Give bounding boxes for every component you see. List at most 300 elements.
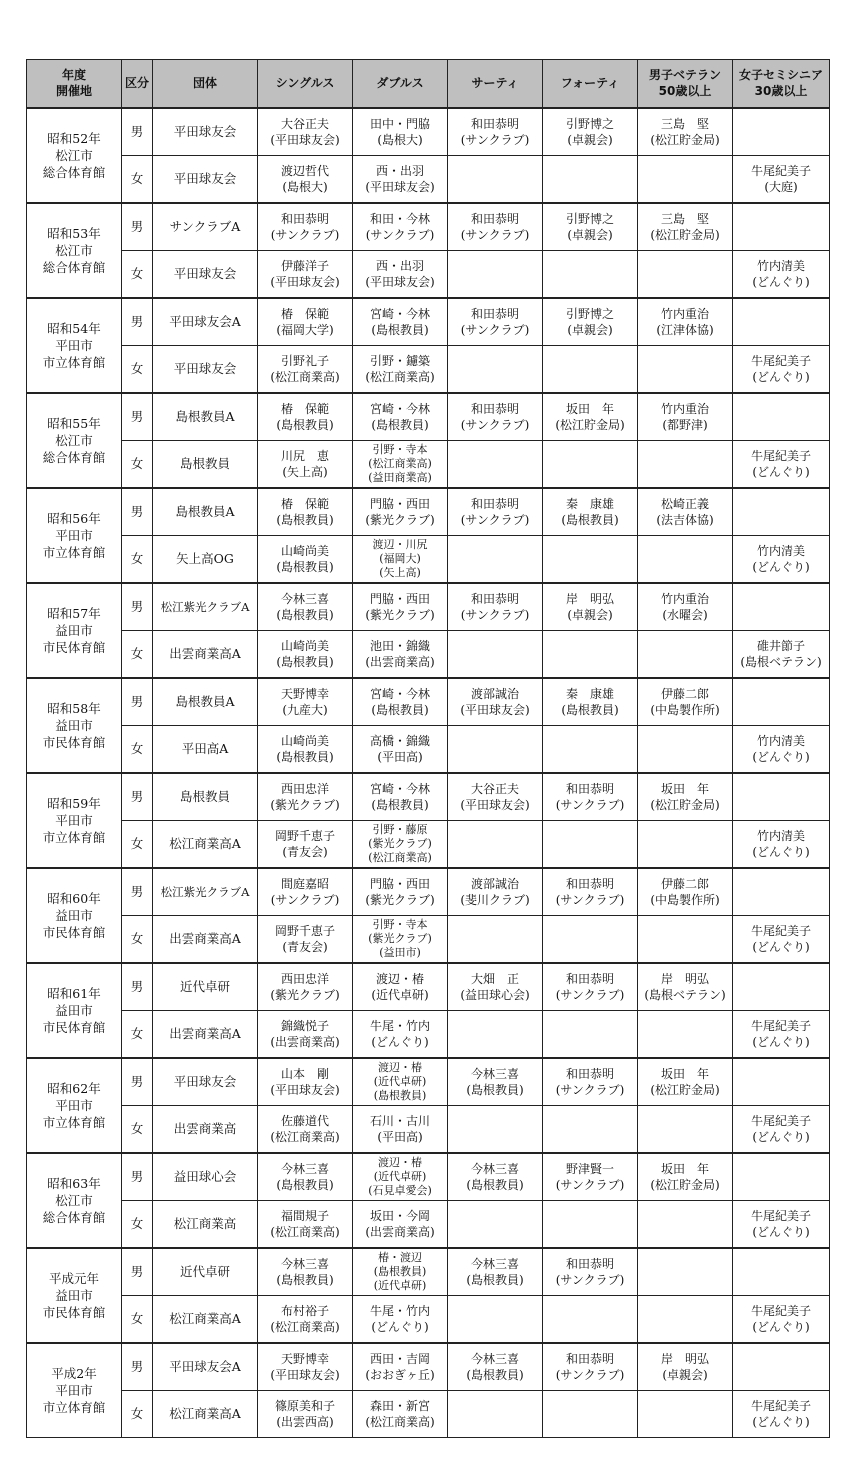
thirty-cell xyxy=(448,108,543,156)
cell-line: 牛尾・竹内 xyxy=(369,1303,430,1318)
cell-line: (出雲商業高) xyxy=(365,1224,435,1239)
cell-line: 平田市 xyxy=(55,1097,93,1113)
cell-line: (出雲商業高) xyxy=(270,1034,340,1049)
cell-line: (島根ベテラン) xyxy=(740,654,822,669)
cell-line: 昭和57年 xyxy=(47,605,101,621)
forty-cell xyxy=(543,535,638,583)
cell-line: (松江商業高) xyxy=(365,369,435,384)
year-venue-cell xyxy=(27,1248,122,1343)
cell-line: (紫光クラブ) xyxy=(368,931,432,945)
header-line: フォーティ xyxy=(560,76,620,91)
header-line: 年度 xyxy=(61,68,86,83)
men-veteran-cell xyxy=(638,1058,733,1106)
team-cell: 松江商業高A xyxy=(153,1295,258,1343)
singles-cell xyxy=(258,1248,353,1296)
cell-line: (サンクラブ) xyxy=(365,227,435,242)
table-row xyxy=(27,1390,830,1438)
cell-line: (島根教員) xyxy=(371,417,429,432)
thirty-cell xyxy=(448,1105,543,1153)
cell-line: 和田恭明 xyxy=(470,306,519,321)
team-cell: 松江商業高 xyxy=(153,1200,258,1248)
table-row xyxy=(27,1010,830,1058)
cell-line: (平田球友会) xyxy=(270,274,340,289)
cell-line: 福間規子 xyxy=(280,1208,329,1223)
year-venue-cell xyxy=(27,298,122,393)
men-veteran-cell xyxy=(638,488,733,536)
division-cell: 男 xyxy=(122,393,153,441)
division-cell: 男 xyxy=(122,1058,153,1106)
men-veteran-cell xyxy=(638,773,733,821)
men-veteran-cell xyxy=(638,393,733,441)
table-row xyxy=(27,155,830,203)
team-cell: 島根教員A xyxy=(153,393,258,441)
cell-line: 松江市 xyxy=(55,242,93,258)
cell-line: 西田忠洋 xyxy=(280,971,329,986)
cell-line: (紫光クラブ) xyxy=(270,987,340,1002)
thirty-cell xyxy=(448,963,543,1011)
cell-line: (どんぐり) xyxy=(752,464,810,479)
table-row xyxy=(27,583,830,631)
cell-line: 池田・錦織 xyxy=(369,638,430,653)
cell-line: (近代卓研) xyxy=(373,1278,427,1292)
cell-line: (どんぐり) xyxy=(752,1224,810,1239)
thirty-cell xyxy=(448,1343,543,1391)
cell-line: 高橋・錦織 xyxy=(369,733,430,748)
cell-line: (江津体協) xyxy=(656,322,714,337)
team-cell: 平田球友会 xyxy=(153,155,258,203)
cell-line: 総合体育館 xyxy=(42,164,106,180)
division-cell: 女 xyxy=(122,250,153,298)
cell-line: 和田恭明 xyxy=(565,1351,614,1366)
women-semisenior-cell xyxy=(733,630,830,678)
women-semisenior-cell xyxy=(733,1153,830,1201)
year-venue-cell xyxy=(27,488,122,583)
division-cell: 女 xyxy=(122,1295,153,1343)
cell-line: 総合体育館 xyxy=(42,1209,106,1225)
cell-line: 岸 明弘 xyxy=(660,971,709,986)
men-veteran-cell xyxy=(638,298,733,346)
cell-line: 市立体育館 xyxy=(42,544,106,560)
women-semisenior-cell xyxy=(733,915,830,963)
cell-line: 昭和55年 xyxy=(47,415,101,431)
team-cell: 出雲商業高A xyxy=(153,1010,258,1058)
division-cell: 女 xyxy=(122,155,153,203)
cell-line: (卓親会) xyxy=(567,227,613,242)
thirty-cell xyxy=(448,820,543,868)
cell-line: (サンクラブ) xyxy=(460,322,530,337)
cell-line: 益田市 xyxy=(55,717,93,733)
cell-line: 平田市 xyxy=(55,527,93,543)
cell-line: 篠原美和子 xyxy=(274,1398,335,1413)
doubles-cell xyxy=(353,108,448,156)
header-line: シングルス xyxy=(275,76,335,91)
cell-line: 竹内清美 xyxy=(756,733,805,748)
cell-line: (九産大) xyxy=(282,702,328,717)
men-veteran-cell xyxy=(638,820,733,868)
cell-line: 坂田 年 xyxy=(660,1066,709,1081)
cell-line: 布村裕子 xyxy=(280,1303,329,1318)
header-men-veteran xyxy=(638,60,733,108)
team-cell: 益田球心会 xyxy=(153,1153,258,1201)
cell-line: (サンクラブ) xyxy=(460,417,530,432)
cell-line: 引野博之 xyxy=(565,116,614,131)
cell-line: 渡辺・椿 xyxy=(375,971,424,986)
cell-line: 門脇・西田 xyxy=(369,496,430,511)
cell-line: (どんぐり) xyxy=(371,1034,429,1049)
cell-line: (法吉体協) xyxy=(656,512,714,527)
division-cell: 女 xyxy=(122,630,153,678)
cell-line: (サンクラブ) xyxy=(460,607,530,622)
cell-line: 益田市 xyxy=(55,1002,93,1018)
cell-line: (平田球友会) xyxy=(270,1367,340,1382)
men-veteran-cell xyxy=(638,1390,733,1438)
table-row xyxy=(27,915,830,963)
men-veteran-cell xyxy=(638,250,733,298)
singles-cell xyxy=(258,155,353,203)
division-cell: 女 xyxy=(122,915,153,963)
cell-line: 昭和62年 xyxy=(47,1080,101,1096)
singles-cell xyxy=(258,1153,353,1201)
cell-line: (島根教員) xyxy=(371,322,429,337)
cell-line: (どんぐり) xyxy=(752,1414,810,1429)
cell-line: 伊藤二郎 xyxy=(660,876,709,891)
cell-line: 竹内清美 xyxy=(756,258,805,273)
singles-cell xyxy=(258,108,353,156)
thirty-cell xyxy=(448,535,543,583)
thirty-cell xyxy=(448,868,543,916)
forty-cell xyxy=(543,393,638,441)
singles-cell xyxy=(258,1390,353,1438)
cell-line: (紫光クラブ) xyxy=(365,607,435,622)
cell-line: 西・出羽 xyxy=(375,163,424,178)
thirty-cell xyxy=(448,1010,543,1058)
cell-line: (水曜会) xyxy=(662,607,708,622)
year-venue-cell xyxy=(27,773,122,868)
table-row xyxy=(27,1295,830,1343)
women-semisenior-cell xyxy=(733,1248,830,1296)
cell-line: (卓親会) xyxy=(567,322,613,337)
cell-line: 和田恭明 xyxy=(565,876,614,891)
cell-line: 西田忠洋 xyxy=(280,781,329,796)
women-semisenior-cell xyxy=(733,345,830,393)
cell-line: (紫光クラブ) xyxy=(365,892,435,907)
cell-line: 岡野千恵子 xyxy=(274,828,335,843)
cell-line: 今林三喜 xyxy=(280,1161,329,1176)
team-cell: 平田球友会A xyxy=(153,1343,258,1391)
cell-line: (青友会) xyxy=(282,939,328,954)
cell-line: (島根教員) xyxy=(466,1177,524,1192)
cell-line: 宮崎・今林 xyxy=(369,306,430,321)
doubles-cell xyxy=(353,488,448,536)
cell-line: (紫光クラブ) xyxy=(368,836,432,850)
table-row xyxy=(27,963,830,1011)
singles-cell xyxy=(258,1105,353,1153)
singles-cell xyxy=(258,1010,353,1058)
cell-line: (サンクラブ) xyxy=(555,1367,625,1382)
team-cell: 出雲商業高 xyxy=(153,1105,258,1153)
cell-line: 山崎尚美 xyxy=(280,543,329,558)
table-row xyxy=(27,535,830,583)
cell-line: (島根教員) xyxy=(276,512,334,527)
division-cell: 男 xyxy=(122,678,153,726)
cell-line: 和田恭明 xyxy=(470,591,519,606)
cell-line: (島根教員) xyxy=(466,1272,524,1287)
forty-cell xyxy=(543,1058,638,1106)
team-cell: 島根教員A xyxy=(153,678,258,726)
doubles-cell xyxy=(353,868,448,916)
cell-line: 総合体育館 xyxy=(42,449,106,465)
thirty-cell xyxy=(448,1153,543,1201)
cell-line: (サンクラブ) xyxy=(270,227,340,242)
cell-line: 引野・藤原 xyxy=(372,822,428,836)
men-veteran-cell xyxy=(638,678,733,726)
team-cell: 平田球友会 xyxy=(153,250,258,298)
men-veteran-cell xyxy=(638,1153,733,1201)
cell-line: 今林三喜 xyxy=(470,1161,519,1176)
cell-line: 渡辺・椿 xyxy=(378,1155,422,1169)
cell-line: 牛尾紀美子 xyxy=(750,353,811,368)
singles-cell xyxy=(258,725,353,773)
cell-line: 碓井節子 xyxy=(756,638,805,653)
forty-cell xyxy=(543,1200,638,1248)
women-semisenior-cell xyxy=(733,963,830,1011)
singles-cell xyxy=(258,393,353,441)
cell-line: 竹内重治 xyxy=(660,591,709,606)
cell-line: (島根大) xyxy=(282,179,328,194)
doubles-cell xyxy=(353,1058,448,1106)
division-cell: 女 xyxy=(122,440,153,488)
cell-line: (松江貯金局) xyxy=(650,227,720,242)
cell-line: (島根ベテラン) xyxy=(644,987,726,1002)
cell-line: (卓親会) xyxy=(567,132,613,147)
cell-line: (近代卓研) xyxy=(371,987,429,1002)
men-veteran-cell xyxy=(638,630,733,678)
cell-line: 竹内清美 xyxy=(756,828,805,843)
men-veteran-cell xyxy=(638,915,733,963)
cell-line: (サンクラブ) xyxy=(555,1272,625,1287)
cell-line: 森田・新宮 xyxy=(369,1398,430,1413)
cell-line: 坂田・今岡 xyxy=(369,1208,430,1223)
year-venue-cell xyxy=(27,678,122,773)
thirty-cell xyxy=(448,298,543,346)
forty-cell xyxy=(543,1390,638,1438)
cell-line: (松江商業高) xyxy=(270,1129,340,1144)
division-cell: 男 xyxy=(122,298,153,346)
women-semisenior-cell xyxy=(733,1295,830,1343)
forty-cell xyxy=(543,108,638,156)
cell-line: 秦 康雄 xyxy=(565,686,614,701)
cell-line: (島根教員) xyxy=(276,1272,334,1287)
cell-line: 間庭嘉昭 xyxy=(280,876,329,891)
cell-line: (島根大) xyxy=(377,132,423,147)
cell-line: 今林三喜 xyxy=(280,1256,329,1271)
team-cell: 松江紫光クラブA xyxy=(153,583,258,631)
cell-line: (松江商業高) xyxy=(368,456,432,470)
cell-line: 岡野千恵子 xyxy=(274,923,335,938)
singles-cell xyxy=(258,583,353,631)
forty-cell xyxy=(543,1105,638,1153)
cell-line: (出雲西高) xyxy=(276,1414,334,1429)
team-cell: 近代卓研 xyxy=(153,963,258,1011)
cell-line: 平成2年 xyxy=(51,1365,97,1381)
thirty-cell xyxy=(448,393,543,441)
cell-line: 山崎尚美 xyxy=(280,733,329,748)
results-body xyxy=(27,108,830,1438)
header-doubles xyxy=(353,60,448,108)
cell-line: (矢上高) xyxy=(379,565,421,579)
cell-line: 和田恭明 xyxy=(565,1256,614,1271)
men-veteran-cell xyxy=(638,108,733,156)
women-semisenior-cell xyxy=(733,820,830,868)
cell-line: 市立体育館 xyxy=(42,1399,106,1415)
cell-line: 和田・今林 xyxy=(369,211,430,226)
cell-line: (平田球友会) xyxy=(460,702,530,717)
women-semisenior-cell xyxy=(733,155,830,203)
cell-line: 昭和54年 xyxy=(47,320,101,336)
cell-line: 竹内重治 xyxy=(660,306,709,321)
table-row xyxy=(27,868,830,916)
men-veteran-cell xyxy=(638,725,733,773)
forty-cell xyxy=(543,583,638,631)
team-cell: 島根教員 xyxy=(153,440,258,488)
cell-line: (松江貯金局) xyxy=(650,797,720,812)
header-forty xyxy=(543,60,638,108)
women-semisenior-cell xyxy=(733,535,830,583)
cell-line: 総合体育館 xyxy=(42,259,106,275)
cell-line: (サンクラブ) xyxy=(460,227,530,242)
team-cell: 近代卓研 xyxy=(153,1248,258,1296)
header-team xyxy=(153,60,258,108)
cell-line: 市立体育館 xyxy=(42,354,106,370)
cell-line: 松江市 xyxy=(55,432,93,448)
singles-cell xyxy=(258,1295,353,1343)
doubles-cell xyxy=(353,203,448,251)
year-venue-cell xyxy=(27,868,122,963)
forty-cell xyxy=(543,1343,638,1391)
table-row xyxy=(27,678,830,726)
men-veteran-cell xyxy=(638,1200,733,1248)
cell-line: (どんぐり) xyxy=(752,749,810,764)
cell-line: 昭和60年 xyxy=(47,890,101,906)
team-cell: 島根教員A xyxy=(153,488,258,536)
division-cell: 男 xyxy=(122,1248,153,1296)
women-semisenior-cell xyxy=(733,393,830,441)
team-cell: 島根教員 xyxy=(153,773,258,821)
cell-line: 平成元年 xyxy=(48,1270,99,1286)
cell-line: 和田恭明 xyxy=(470,496,519,511)
cell-line: 和田恭明 xyxy=(280,211,329,226)
doubles-cell xyxy=(353,915,448,963)
cell-line: (平田球友会) xyxy=(365,274,435,289)
cell-line: (サンクラブ) xyxy=(555,797,625,812)
thirty-cell xyxy=(448,345,543,393)
cell-line: (島根教員) xyxy=(466,1082,524,1097)
cell-line: 三島 堅 xyxy=(660,211,709,226)
cell-line: (サンクラブ) xyxy=(555,987,625,1002)
cell-line: 昭和52年 xyxy=(47,130,101,146)
cell-line: (どんぐり) xyxy=(752,844,810,859)
singles-cell xyxy=(258,963,353,1011)
team-cell: 矢上高OG xyxy=(153,535,258,583)
cell-line: 引野・寺本 xyxy=(372,442,428,456)
cell-line: 和田恭明 xyxy=(470,211,519,226)
women-semisenior-cell xyxy=(733,108,830,156)
forty-cell xyxy=(543,345,638,393)
singles-cell xyxy=(258,250,353,298)
cell-line: (青友会) xyxy=(282,844,328,859)
cell-line: (島根教員) xyxy=(276,607,334,622)
cell-line: 昭和53年 xyxy=(47,225,101,241)
division-cell: 男 xyxy=(122,203,153,251)
header-line: ダブルス xyxy=(376,76,424,91)
cell-line: 引野礼子 xyxy=(280,353,329,368)
men-veteran-cell xyxy=(638,535,733,583)
table-row xyxy=(27,820,830,868)
singles-cell xyxy=(258,868,353,916)
table-row xyxy=(27,630,830,678)
cell-line: (どんぐり) xyxy=(752,274,810,289)
doubles-cell xyxy=(353,535,448,583)
cell-line: 岸 明弘 xyxy=(565,591,614,606)
men-veteran-cell xyxy=(638,203,733,251)
women-semisenior-cell xyxy=(733,583,830,631)
women-semisenior-cell xyxy=(733,298,830,346)
cell-line: 川尻 恵 xyxy=(280,448,329,463)
forty-cell xyxy=(543,250,638,298)
doubles-cell xyxy=(353,630,448,678)
thirty-cell xyxy=(448,725,543,773)
doubles-cell xyxy=(353,773,448,821)
doubles-cell xyxy=(353,963,448,1011)
forty-cell xyxy=(543,773,638,821)
forty-cell xyxy=(543,915,638,963)
singles-cell xyxy=(258,678,353,726)
cell-line: (松江商業高) xyxy=(270,1319,340,1334)
cell-line: (松江貯金局) xyxy=(555,417,625,432)
cell-line: 牛尾・竹内 xyxy=(369,1018,430,1033)
cell-line: 牛尾紀美子 xyxy=(750,1398,811,1413)
cell-line: (島根教員) xyxy=(276,559,334,574)
cell-line: (松江貯金局) xyxy=(650,1082,720,1097)
division-cell: 男 xyxy=(122,773,153,821)
women-semisenior-cell xyxy=(733,678,830,726)
year-venue-cell xyxy=(27,108,122,203)
cell-line: (斐川クラブ) xyxy=(460,892,530,907)
forty-cell xyxy=(543,1295,638,1343)
thirty-cell xyxy=(448,583,543,631)
cell-line: (島根教員) xyxy=(373,1264,427,1278)
women-semisenior-cell xyxy=(733,440,830,488)
thirty-cell xyxy=(448,1248,543,1296)
thirty-cell xyxy=(448,915,543,963)
cell-line: (紫光クラブ) xyxy=(270,797,340,812)
header-year-venue xyxy=(27,60,122,108)
thirty-cell xyxy=(448,1058,543,1106)
singles-cell xyxy=(258,820,353,868)
cell-line: 牛尾紀美子 xyxy=(750,448,811,463)
team-cell: 松江商業高A xyxy=(153,1390,258,1438)
women-semisenior-cell xyxy=(733,488,830,536)
cell-line: 門脇・西田 xyxy=(369,591,430,606)
team-cell: 松江商業高A xyxy=(153,820,258,868)
cell-line: 平田市 xyxy=(55,1382,93,1398)
table-row xyxy=(27,345,830,393)
cell-line: 山崎尚美 xyxy=(280,638,329,653)
cell-line: 今林三喜 xyxy=(470,1066,519,1081)
team-cell: 出雲商業高A xyxy=(153,630,258,678)
table-row xyxy=(27,773,830,821)
forty-cell xyxy=(543,1010,638,1058)
